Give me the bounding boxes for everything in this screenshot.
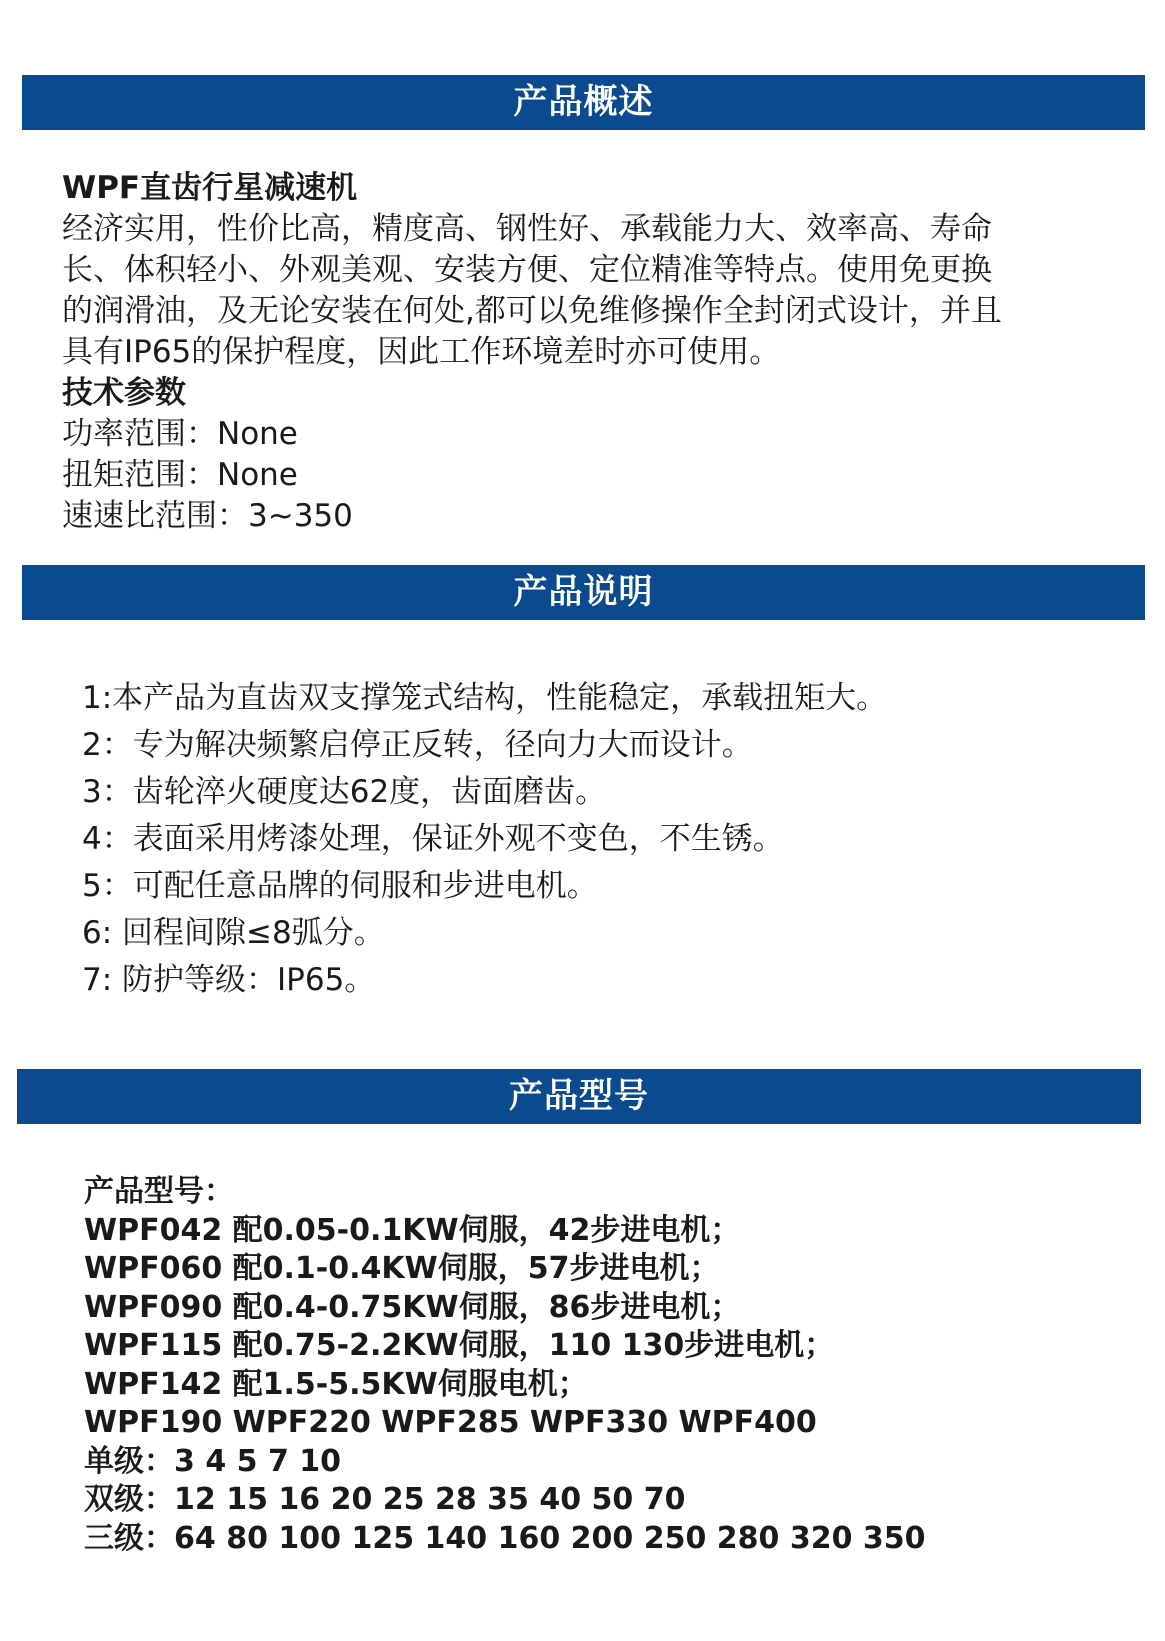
model-line: WPF142 配1.5-5.5KW伺服电机； [84,1366,588,1402]
description-item: 6: 回程间隙≤8弧分。 [82,915,385,951]
model-line: WPF090 配0.4-0.75KW伺服，86步进电机； [84,1289,741,1325]
description-item: 4：表面采用烤漆处理，保证外观不变色，不生锈。 [82,821,784,857]
section-header-models: 产品型号 [17,1069,1141,1124]
overview-description-line: 的润滑油，及无论安装在何处,都可以免维修操作全封闭式设计，并且 [62,293,1002,329]
description-item: 3：齿轮淬火硬度达62度，齿面磨齿。 [82,774,607,810]
stage-triple: 三级：64 80 100 125 140 160 200 250 280 320 350 [84,1520,926,1556]
description-list [82,675,1147,1004]
product-name: WPF直齿行星减速机 [62,170,358,206]
section-header-description: 产品说明 [22,565,1145,620]
tech-param-power: 功率范围：None [62,416,298,452]
stage-double: 双级：12 15 16 20 25 28 35 40 50 70 [84,1482,686,1517]
models-heading: 产品型号： [84,1174,234,1209]
description-item: 2：专为解决频繁启停正反转，径向力大而设计。 [82,727,753,763]
model-line: WPF042 配0.05-0.1KW伺服，42步进电机； [84,1212,741,1248]
overview-description-line: 长、体积轻小、外观美观、安装方便、定位精准等特点。使用免更换 [62,252,992,288]
overview-description-line: 具有IP65的保护程度，因此工作环境差时亦可使用。 [62,334,781,370]
overview-description-line: 经济实用，性价比高，精度高、钢性好、承载能力大、效率高、寿命 [62,211,992,247]
model-line: WPF060 配0.1-0.4KW伺服，57步进电机； [84,1251,720,1286]
tech-param-ratio: 速速比范围：3~350 [62,498,353,534]
models-list [84,1173,1149,1558]
stage-single: 单级：3 4 5 7 10 [84,1443,342,1479]
description-item: 5：可配任意品牌的伺服和步进电机。 [82,868,598,904]
tech-param-torque: 扭矩范围：None [62,457,298,493]
model-line: WPF190 WPF220 WPF285 WPF330 WPF400 [84,1405,817,1440]
overview-content [62,168,1127,537]
description-item: 7: 防护等级：IP65。 [82,962,376,998]
tech-params-title: 技术参数 [62,375,186,411]
model-line: WPF115 配0.75-2.2KW伺服，110 130步进电机； [84,1328,835,1363]
section-header-overview: 产品概述 [22,75,1145,130]
description-item: 1:本产品为直齿双支撑笼式结构，性能稳定，承载扭矩大。 [82,680,888,716]
